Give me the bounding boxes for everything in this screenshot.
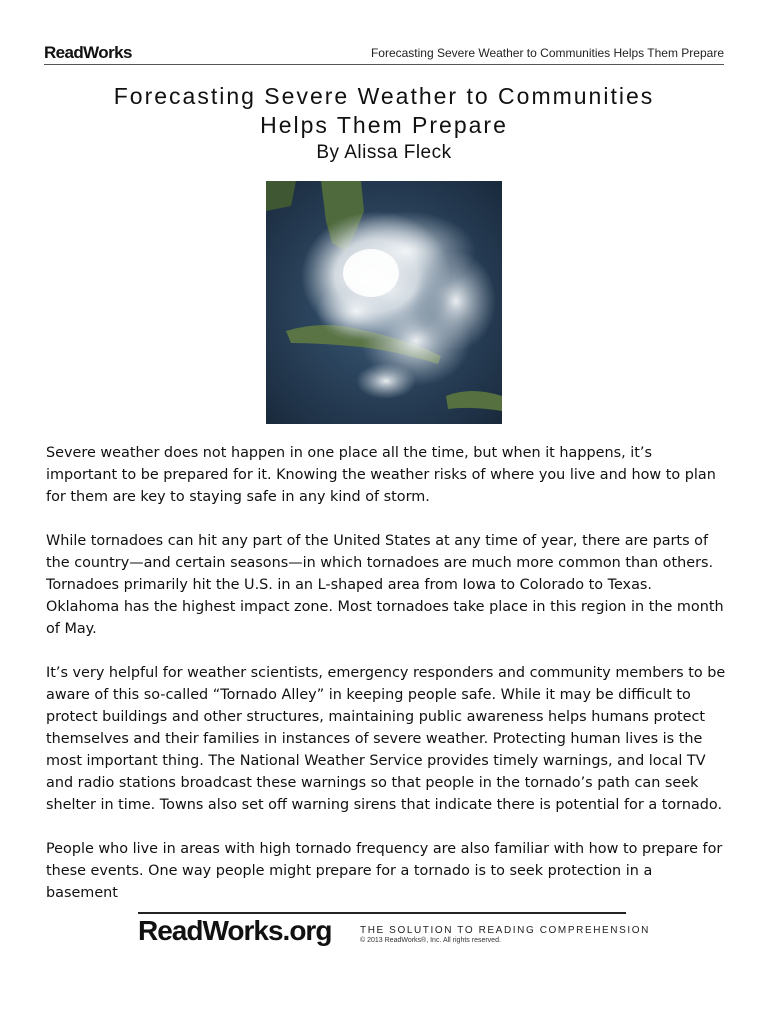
paragraph: People who live in areas with high tornado frequency are also familiar with how to prepare for these events. One way people might prepare for a tornado is to seek protection in a basement xyxy=(46,841,723,901)
satellite-image xyxy=(266,181,502,424)
article-title-line1: Forecasting Severe Weather to Communities xyxy=(113,83,655,109)
article-author: By Alissa Fleck xyxy=(316,142,452,163)
paragraph: Severe weather does not happen in one place all the time, but when it happens, it’s important to be prepared for it. Knowing the weather risks of where you live and how to plan for them are key to staying safe in any kind of storm. xyxy=(46,445,716,505)
header-logo: ReadWorks xyxy=(44,43,132,62)
footer-divider xyxy=(138,912,626,914)
paragraph: While tornadoes can hit any part of the United States at any time of year, there are parts of the country—and certain seasons—in which tornadoes are much more common than others. Tornadoes primarily hit the U.S. in an L-shaped area from Iowa to Colorado to Texas. Oklahoma has the highest impact zone. Most tornadoes take place in this region in the month of May. xyxy=(46,533,724,637)
footer-logo: ReadWorks.org xyxy=(138,915,332,946)
article-title-line2: Helps Them Prepare xyxy=(260,112,508,138)
article-body xyxy=(46,442,726,926)
footer-copyright: © 2013 ReadWorks®, Inc. All rights reserved. xyxy=(360,937,501,944)
footer-tagline: THE SOLUTION TO READING COMPREHENSION xyxy=(360,925,650,936)
header-divider xyxy=(44,64,724,65)
article-title xyxy=(0,82,768,140)
header-running-title: Forecasting Severe Weather to Communities Helps Them Prepare xyxy=(370,46,724,60)
paragraph: It’s very helpful for weather scientists, emergency responders and community members to be aware of this so-called “Tornado Alley” in keeping people safe. While it may be difficult to protect buildings and other structures, maintaining public awareness helps humans protect themselves and their families in instances of severe weather. Protecting human lives is the most important thing. The National Weather Service provides timely warnings, and local TV and radio stations broadcast these warnings so that people in the tornado’s path can seek shelter in time. Towns also set off warning sirens that indicate there is potential for a tornado. xyxy=(46,665,726,813)
